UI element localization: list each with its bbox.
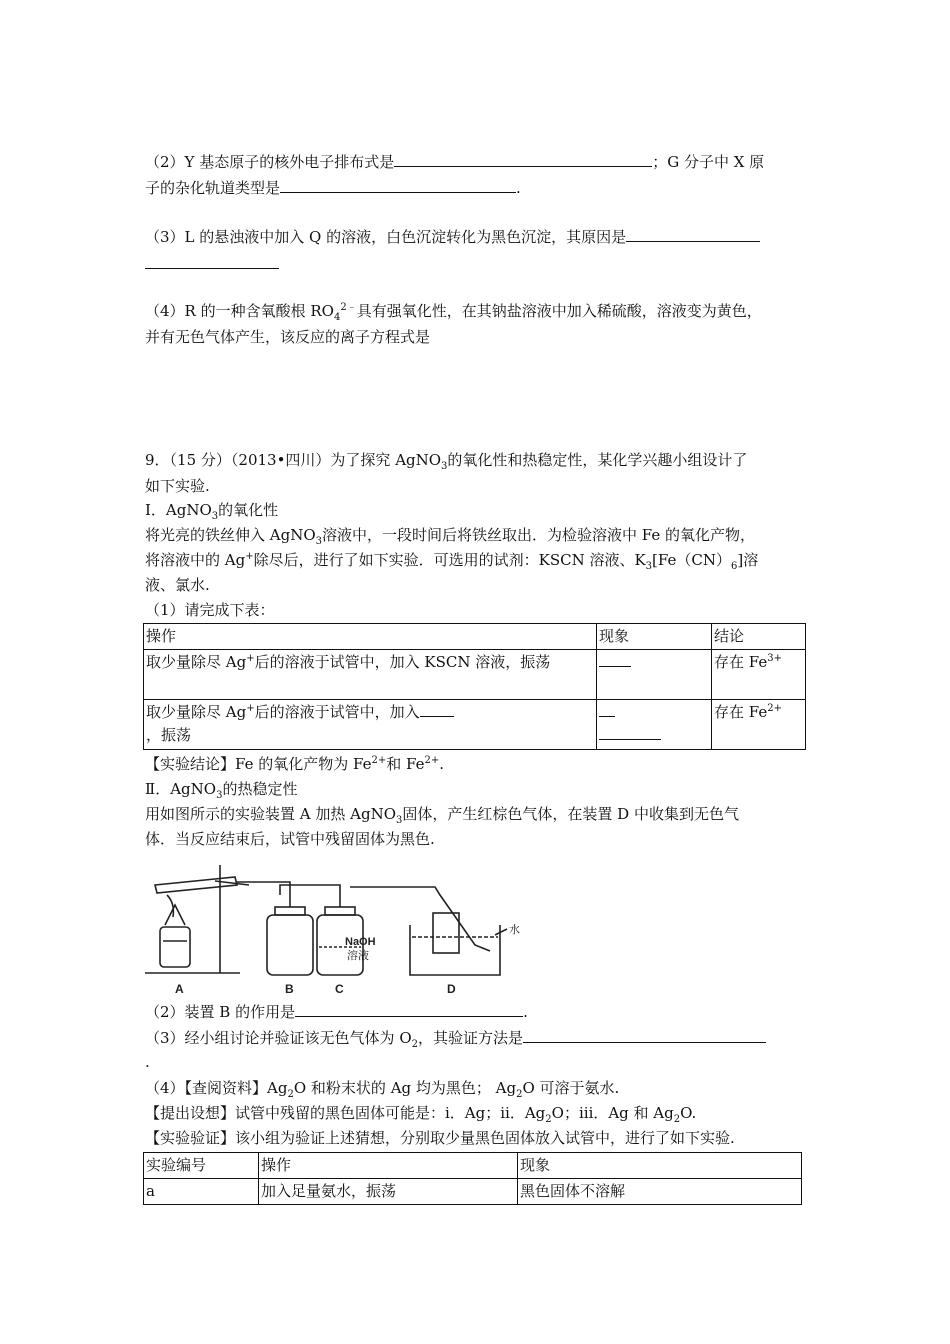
para1-text-f: ]溶 xyxy=(737,551,759,569)
hyp-text-b: O；ⅲ．Ag 和 Ag xyxy=(551,1104,674,1122)
q9-header-2 xyxy=(145,474,210,499)
q2-text: （2）Y 基态原子的核外电子排布式是 xyxy=(145,153,395,171)
q4-text: （4）R 的一种含氧酸根 RO xyxy=(145,302,334,320)
sub2-text-b: . xyxy=(523,1003,528,1021)
label-b: B xyxy=(285,982,294,996)
subscript: 2 xyxy=(545,1114,552,1125)
hyp-text: 【提出设想】试管中残留的黑色固体可能是：ⅰ．Ag；ⅱ．Ag xyxy=(145,1104,546,1122)
answer-blank[interactable] xyxy=(145,253,279,269)
superscript: 2+ xyxy=(424,755,440,766)
part2-text: Ⅱ．AgNO xyxy=(145,780,217,798)
para2-text-c: 体．当反应结束后，试管中残留固体为黑色. xyxy=(145,830,435,848)
para2-text: 用如图所示的实验装置 A 加热 AgNO xyxy=(145,805,396,823)
table-cell xyxy=(712,650,806,700)
table-row xyxy=(144,1179,802,1205)
sub4-text-c: O 可溶于氨水. xyxy=(522,1079,620,1097)
table-header: 实验编号 xyxy=(144,1153,259,1179)
conclusion-1 xyxy=(145,752,444,777)
apparatus-a xyxy=(145,865,249,973)
table-cell xyxy=(712,700,806,750)
concl-text-b: 和 Fe xyxy=(386,755,425,773)
subscript: 3 xyxy=(441,461,448,472)
naoh-label: NaOH xyxy=(345,936,376,948)
q4-line2 xyxy=(145,325,430,350)
label-a: A xyxy=(175,982,184,996)
sub3-text-c: . xyxy=(145,1053,150,1071)
superscript: + xyxy=(246,703,255,714)
sub2-text: （2）装置 B 的作用是 xyxy=(145,1003,296,1021)
para1-line2 xyxy=(145,548,758,573)
table-cell: a xyxy=(144,1179,259,1205)
water-label: 水 xyxy=(509,924,520,936)
answer-blank[interactable] xyxy=(394,151,652,167)
sub2 xyxy=(145,1000,528,1025)
table-header: 操作 xyxy=(144,624,597,650)
table-row xyxy=(144,650,806,700)
q3-line1 xyxy=(145,225,760,250)
q3-text: （3）L 的悬浊液中加入 Q 的溶液，白色沉淀转化为黑色沉淀，其原因是 xyxy=(145,228,627,246)
sub3-end xyxy=(145,1050,150,1075)
apparatus-b xyxy=(267,907,313,975)
cell-text: 取少量除尽 Ag xyxy=(146,703,247,721)
subscript: 4 xyxy=(333,312,341,323)
q2-text-d: . xyxy=(516,179,521,197)
subscript: 3 xyxy=(216,790,223,801)
q9-header xyxy=(145,448,747,473)
table-header: 结论 xyxy=(712,624,806,650)
superscript: 2﹣ xyxy=(340,302,357,313)
hyp-text-c: O. xyxy=(680,1104,697,1122)
superscript: + xyxy=(245,551,254,562)
q9-header-text-c: 如下实验. xyxy=(145,477,210,495)
cell-text-b: 后的溶液于试管中，加入 xyxy=(254,703,420,721)
superscript: + xyxy=(246,653,255,664)
cell-text: 存在 Fe xyxy=(714,703,768,721)
table-cell: 加入足量氨水，振荡 xyxy=(259,1179,518,1205)
sub3 xyxy=(145,1026,766,1051)
subscript: 3 xyxy=(396,815,403,826)
q4-text-c: 并有无色气体产生，该反应的离子方程式是 xyxy=(145,328,431,346)
para1-text-e: [Fe（CN） xyxy=(652,551,731,569)
part1-text-b: 的氧化性 xyxy=(218,501,279,519)
q4-line1 xyxy=(145,299,762,324)
subscript: 3 xyxy=(645,561,653,572)
answer-blank[interactable] xyxy=(280,177,516,193)
label-d: D xyxy=(447,982,456,996)
part2-text-b: 的热稳定性 xyxy=(222,780,298,798)
answer-blank[interactable] xyxy=(420,701,454,717)
sub3-text: （3）经小组讨论并验证该无色气体为 O xyxy=(145,1029,412,1047)
cell-text: 存在 Fe xyxy=(714,653,768,671)
answer-blank[interactable] xyxy=(295,1001,523,1017)
cell-text-c: ，振荡 xyxy=(146,726,192,744)
q2-line2 xyxy=(145,176,521,201)
subscript: 2 xyxy=(673,1114,681,1125)
results-table-1 xyxy=(143,623,806,750)
part1-title xyxy=(145,498,278,523)
subscript: 3 xyxy=(315,536,323,547)
table-cell xyxy=(144,700,597,750)
para1-text-c: 将溶液中的 Ag xyxy=(145,551,246,569)
sub4-text: （4）【查阅资料】Ag xyxy=(145,1079,288,1097)
answer-blank[interactable] xyxy=(523,1027,766,1043)
verify xyxy=(145,1126,735,1151)
q4-text-b: 具有强氧化性，在其钠盐溶液中加入稀硫酸，溶液变为黄色， xyxy=(356,302,762,320)
part1-text: I．AgNO xyxy=(145,501,212,519)
sub4-text-b: O 和粉末状的 Ag 均为黑色； Ag xyxy=(293,1079,517,1097)
para1-line1 xyxy=(145,523,755,548)
table-header: 现象 xyxy=(518,1153,802,1179)
table-header: 现象 xyxy=(597,624,712,650)
answer-blank[interactable] xyxy=(599,724,661,740)
q2-line1 xyxy=(145,150,764,175)
part2-title xyxy=(145,777,297,802)
concl-text: 【实验结论】Fe 的氧化产物为 Fe xyxy=(145,755,372,773)
answer-blank[interactable] xyxy=(599,651,631,667)
apparatus-c xyxy=(317,907,376,975)
sub3-text-b: ，其验证方法是 xyxy=(418,1029,524,1047)
apparatus-diagram xyxy=(145,855,530,1000)
para1-text: 将光亮的铁丝伸入 AgNO xyxy=(145,526,316,544)
q9-header-text-b: 的氧化性和热稳定性，某化学兴趣小组设计了 xyxy=(447,451,748,469)
q2-text-c: 子的杂化轨道类型是 xyxy=(145,179,281,197)
label-c: C xyxy=(335,982,344,996)
verify-text: 【实验验证】该小组为验证上述猜想，分别取少量黑色固体放入试管中，进行了如下实验. xyxy=(145,1129,735,1147)
para2-line1 xyxy=(145,802,739,827)
sub4 xyxy=(145,1076,619,1101)
q2-text-b: ；G 分子中 X 原 xyxy=(652,153,765,171)
para1-line3 xyxy=(145,573,210,598)
table-cell xyxy=(597,700,712,750)
cell-text-b: 后的溶液于试管中，加入 KSCN 溶液，振荡 xyxy=(254,653,551,671)
sub1 xyxy=(145,598,275,623)
table-row xyxy=(144,700,806,750)
subscript: 6 xyxy=(730,561,738,572)
results-table-2 xyxy=(143,1152,802,1205)
para1-text-d: 除尽后，进行了如下实验．可选用的试剂：KSCN 溶液、K xyxy=(253,551,646,569)
subscript: 2 xyxy=(516,1089,523,1100)
superscript: 2+ xyxy=(767,703,782,714)
sub1-text: （1）请完成下表： xyxy=(145,601,275,619)
subscript: 2 xyxy=(411,1039,418,1050)
concl-text-c: . xyxy=(439,755,444,773)
solution-label: 溶液 xyxy=(347,950,369,962)
hypothesis xyxy=(145,1101,696,1126)
superscript: 2+ xyxy=(371,755,387,766)
cell-text: 取少量除尽 Ag xyxy=(146,653,247,671)
tube-b-c xyxy=(280,885,340,907)
superscript: 3+ xyxy=(767,653,782,664)
para1-text-b: 溶液中，一段时间后将铁丝取出．为检验溶液中 Fe 的氧化产物， xyxy=(322,526,756,544)
table-cell xyxy=(597,650,712,700)
subscript: 3 xyxy=(211,511,219,522)
para2-text-b: 固体，产生红棕色气体，在装置 D 中收集到无色气 xyxy=(402,805,739,823)
subscript: 2 xyxy=(287,1089,294,1100)
answer-blank[interactable] xyxy=(626,226,760,242)
para2-line2 xyxy=(145,827,435,852)
q9-header-text: 9．（15 分）（2013•四川）为了探究 AgNO xyxy=(145,451,442,469)
q3-line2 xyxy=(145,252,279,277)
table-cell: 黑色固体不溶解 xyxy=(518,1179,802,1205)
answer-blank[interactable] xyxy=(599,701,615,717)
apparatus-d xyxy=(410,913,520,975)
para1-text-g: 液、氯水. xyxy=(145,576,210,594)
table-cell xyxy=(144,650,597,700)
table-header: 操作 xyxy=(259,1153,518,1179)
